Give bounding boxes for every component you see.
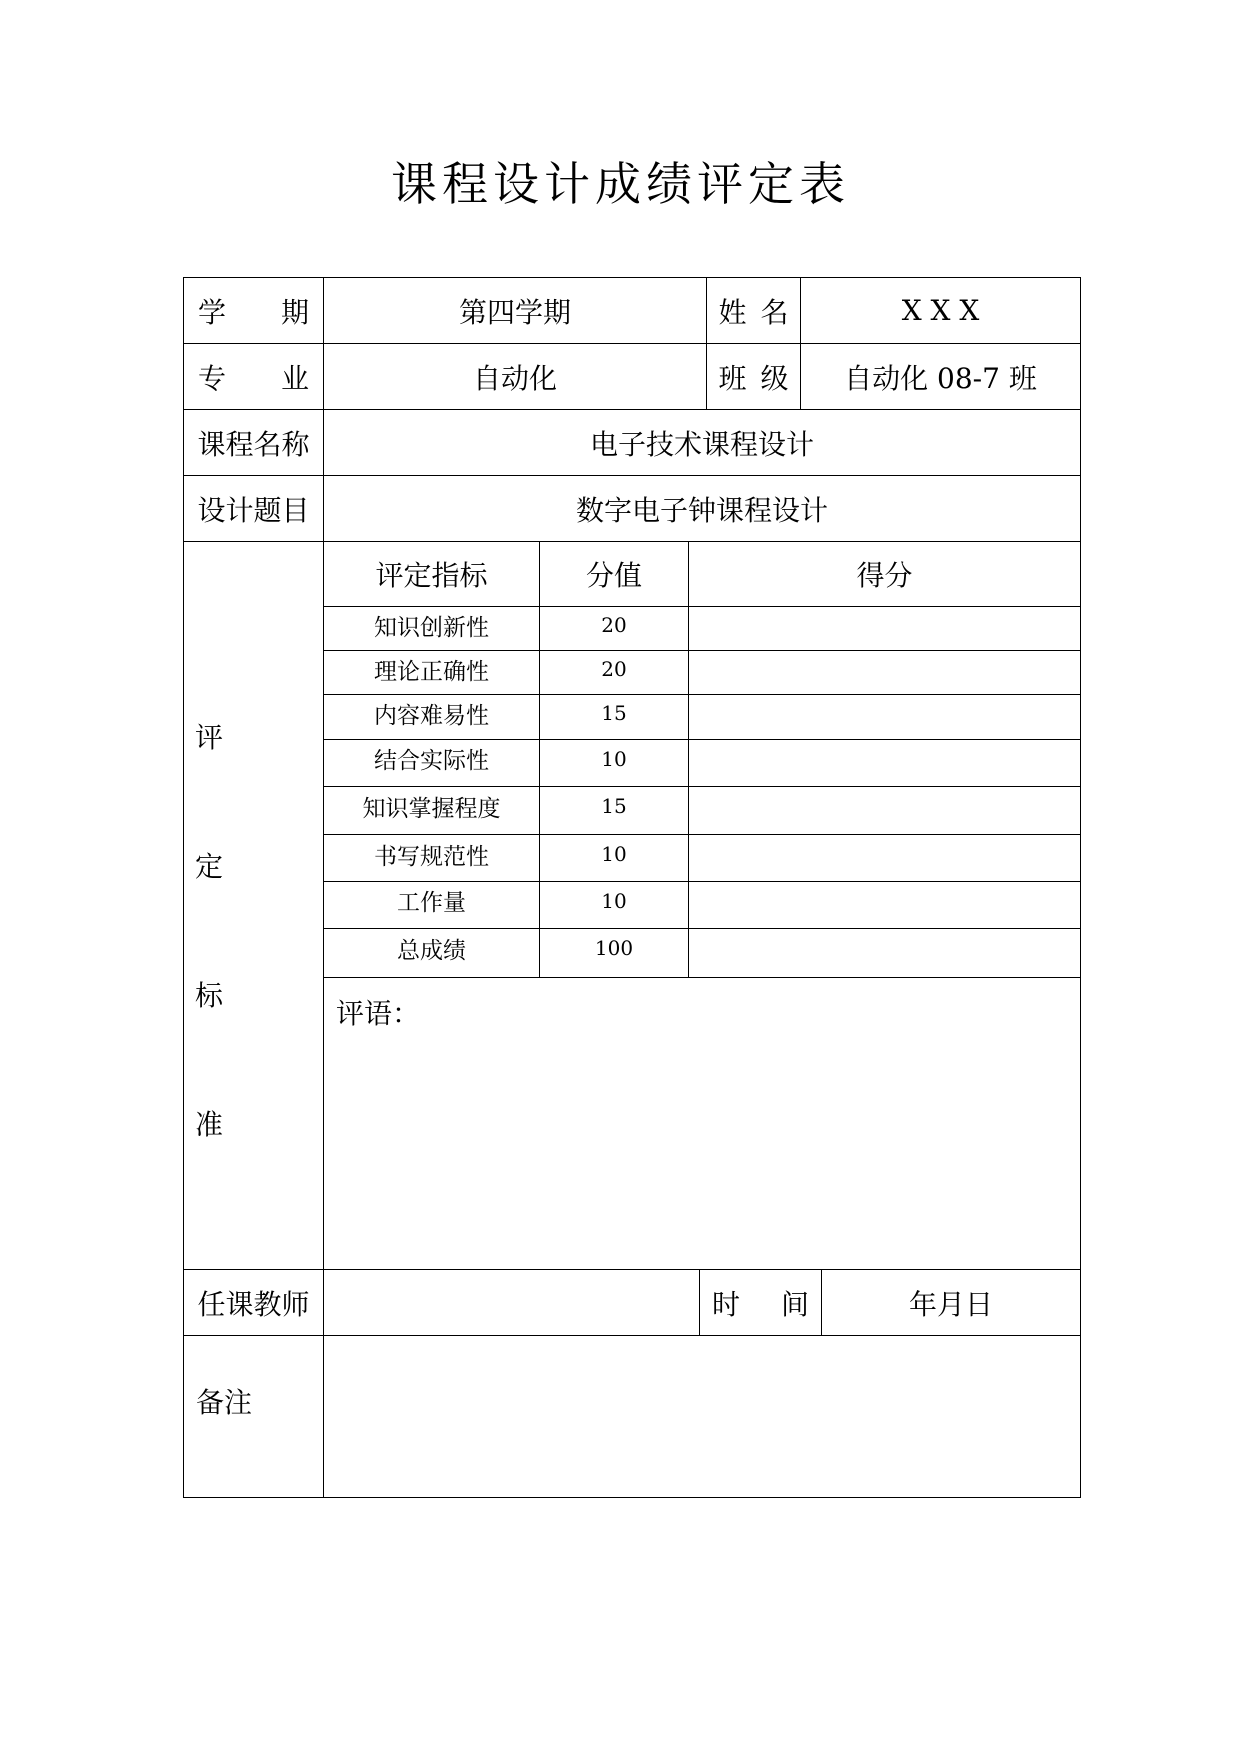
course-label: 课程名称 — [197, 427, 310, 461]
criteria-header-score: 得分 — [856, 559, 913, 592]
criterion-name: 理论正确性 — [374, 658, 489, 685]
criterion-name: 内容难易性 — [374, 702, 489, 729]
time-label: 时 间 — [712, 1287, 809, 1321]
course-value[interactable]: 电子技术课程设计 — [589, 427, 814, 461]
criteria-header-name: 评定指标 — [375, 559, 488, 592]
criterion-score-cell[interactable] — [689, 929, 1080, 977]
remark-value[interactable] — [324, 1336, 1080, 1497]
criterion-value: 10 — [601, 842, 627, 866]
teacher-value[interactable] — [324, 1270, 699, 1335]
major-label: 专 业 — [198, 361, 309, 395]
class-value[interactable]: 自动化 08-7 班 — [844, 361, 1037, 395]
time-value[interactable]: 年月日 — [908, 1287, 993, 1321]
criteria-side-label-1: 评 — [194, 721, 223, 754]
criterion-score-cell[interactable] — [689, 835, 1080, 881]
criterion-name: 书写规范性 — [374, 843, 489, 870]
criterion-score-cell[interactable] — [689, 740, 1080, 786]
major-value[interactable]: 自动化 — [472, 361, 557, 395]
name-label: 姓 名 — [718, 295, 789, 329]
criterion-value: 100 — [594, 936, 634, 960]
criterion-name: 工作量 — [397, 890, 466, 916]
criterion-score-cell[interactable] — [689, 607, 1080, 650]
name-value[interactable]: X X X — [901, 294, 980, 327]
criterion-value: 10 — [601, 888, 627, 913]
criterion-value: 20 — [601, 657, 627, 681]
page-title: 课程设计成绩评定表 — [391, 157, 850, 211]
teacher-label: 任课教师 — [197, 1287, 310, 1321]
criteria-side-label-3: 标 — [194, 979, 223, 1012]
semester-label: 学 期 — [198, 295, 309, 329]
comment-label: 评语： — [336, 997, 421, 1030]
criterion-value: 10 — [601, 746, 627, 771]
criteria-header-value: 分值 — [585, 559, 642, 592]
criterion-value: 20 — [601, 613, 627, 637]
topic-label: 设计题目 — [197, 493, 310, 527]
criterion-score-cell[interactable] — [689, 695, 1080, 739]
criteria-side-label-2: 定 — [194, 850, 223, 883]
criterion-value: 15 — [601, 701, 627, 725]
criterion-name: 知识创新性 — [374, 614, 489, 641]
remark-label: 备注 — [196, 1386, 253, 1419]
topic-value[interactable]: 数字电子钟课程设计 — [575, 493, 828, 527]
criteria-side-label-4: 准 — [194, 1108, 223, 1141]
semester-value[interactable]: 第四学期 — [458, 295, 571, 329]
criterion-score-cell[interactable] — [689, 787, 1080, 834]
criterion-name: 总成绩 — [397, 937, 466, 964]
criterion-name: 知识掌握程度 — [362, 795, 501, 822]
criterion-score-cell[interactable] — [689, 882, 1080, 928]
comment-area[interactable] — [324, 1035, 1080, 1267]
class-label: 班 级 — [718, 361, 789, 395]
criterion-score-cell[interactable] — [689, 651, 1080, 694]
criterion-name: 结合实际性 — [374, 748, 489, 774]
criterion-value: 15 — [601, 794, 627, 818]
